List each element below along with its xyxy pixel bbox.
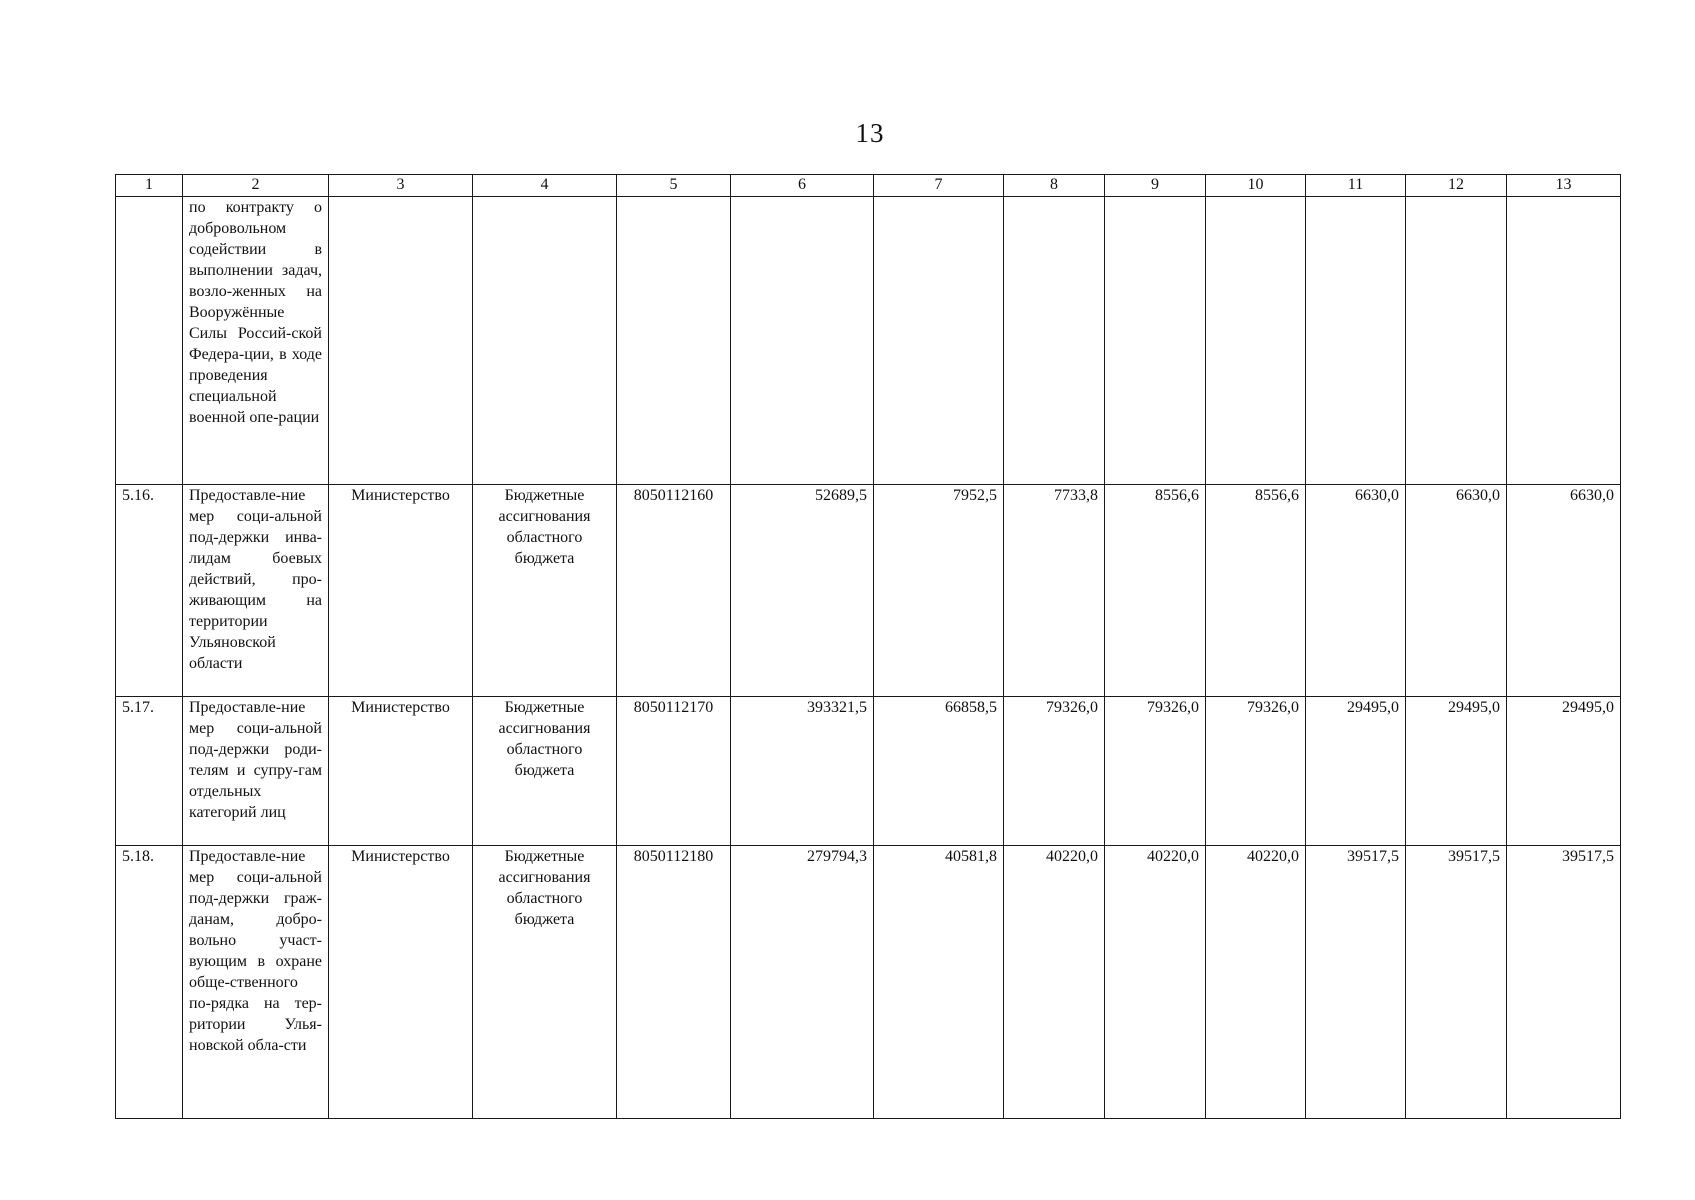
table-row <box>116 846 1621 1119</box>
item-funding-source <box>473 197 617 485</box>
column-header: 2 <box>183 175 329 197</box>
value-cell <box>1406 197 1507 485</box>
value-cell: 7952,5 <box>874 485 1004 697</box>
item-name: по контракту о добровольном содействии в выполнении задач, возло-женных на Вооружённые Силы Россий-ской Федера-ции, в ходе проведения специальной военной опе-рации <box>183 197 329 485</box>
value-cell: 40220,0 <box>1004 846 1105 1119</box>
column-header: 4 <box>473 175 617 197</box>
value-cell: 6630,0 <box>1507 485 1621 697</box>
value-cell <box>1105 197 1206 485</box>
value-cell <box>1507 197 1621 485</box>
value-cell <box>731 197 874 485</box>
column-header: 12 <box>1406 175 1507 197</box>
value-cell <box>1206 197 1306 485</box>
value-cell: 29495,0 <box>1306 697 1406 846</box>
header-row <box>116 175 1621 197</box>
value-cell: 79326,0 <box>1105 697 1206 846</box>
column-header: 6 <box>731 175 874 197</box>
table-row <box>116 197 1621 485</box>
item-code: 8050112160 <box>617 485 731 697</box>
value-cell: 79326,0 <box>1004 697 1105 846</box>
item-funding-source: Бюджетные ассигнования областного бюджета <box>473 846 617 1119</box>
item-funding-source: Бюджетные ассигнования областного бюджета <box>473 697 617 846</box>
value-cell: 29495,0 <box>1406 697 1507 846</box>
table-row <box>116 697 1621 846</box>
value-cell: 52689,5 <box>731 485 874 697</box>
value-cell: 39517,5 <box>1507 846 1621 1119</box>
budget-table <box>115 174 1621 1119</box>
item-number <box>116 197 183 485</box>
value-cell: 40220,0 <box>1206 846 1306 1119</box>
item-code: 8050112170 <box>617 697 731 846</box>
item-code <box>617 197 731 485</box>
item-executor: Министерство <box>329 697 473 846</box>
value-cell <box>874 197 1004 485</box>
item-executor: Министерство <box>329 485 473 697</box>
value-cell: 29495,0 <box>1507 697 1621 846</box>
value-cell: 40220,0 <box>1105 846 1206 1119</box>
column-header: 8 <box>1004 175 1105 197</box>
item-name: Предоставле-ние мер соци-альной под-держки инва-лидам боевых действий, про-живающим на территории Ульяновской области <box>183 485 329 697</box>
value-cell <box>1306 197 1406 485</box>
value-cell: 39517,5 <box>1406 846 1507 1119</box>
item-number: 5.18. <box>116 846 183 1119</box>
value-cell: 279794,3 <box>731 846 874 1119</box>
page-number: 13 <box>855 118 885 148</box>
item-executor <box>329 197 473 485</box>
value-cell: 79326,0 <box>1206 697 1306 846</box>
column-header: 3 <box>329 175 473 197</box>
column-header: 9 <box>1105 175 1206 197</box>
value-cell: 6630,0 <box>1406 485 1507 697</box>
item-number: 5.16. <box>116 485 183 697</box>
item-code: 8050112180 <box>617 846 731 1119</box>
value-cell: 393321,5 <box>731 697 874 846</box>
item-name: Предоставле-ние мер соци-альной под-держки граж-данам, добро-вольно участ-вующим в охране обще-ственного по-рядка на тер-ритории Улья-новской обла-сти <box>183 846 329 1119</box>
item-executor: Министерство <box>329 846 473 1119</box>
column-header: 13 <box>1507 175 1621 197</box>
value-cell: 39517,5 <box>1306 846 1406 1119</box>
value-cell: 7733,8 <box>1004 485 1105 697</box>
item-name: Предоставле-ние мер соци-альной под-держки роди-телям и супру-гам отдельных категорий лиц <box>183 697 329 846</box>
column-header: 11 <box>1306 175 1406 197</box>
column-header: 5 <box>617 175 731 197</box>
table-row <box>116 485 1621 697</box>
value-cell <box>1004 197 1105 485</box>
column-header: 1 <box>116 175 183 197</box>
value-cell: 40581,8 <box>874 846 1004 1119</box>
column-header: 7 <box>874 175 1004 197</box>
value-cell: 8556,6 <box>1206 485 1306 697</box>
item-funding-source: Бюджетные ассигнования областного бюджета <box>473 485 617 697</box>
column-header: 10 <box>1206 175 1306 197</box>
value-cell: 8556,6 <box>1105 485 1206 697</box>
value-cell: 66858,5 <box>874 697 1004 846</box>
value-cell: 6630,0 <box>1306 485 1406 697</box>
item-number: 5.17. <box>116 697 183 846</box>
